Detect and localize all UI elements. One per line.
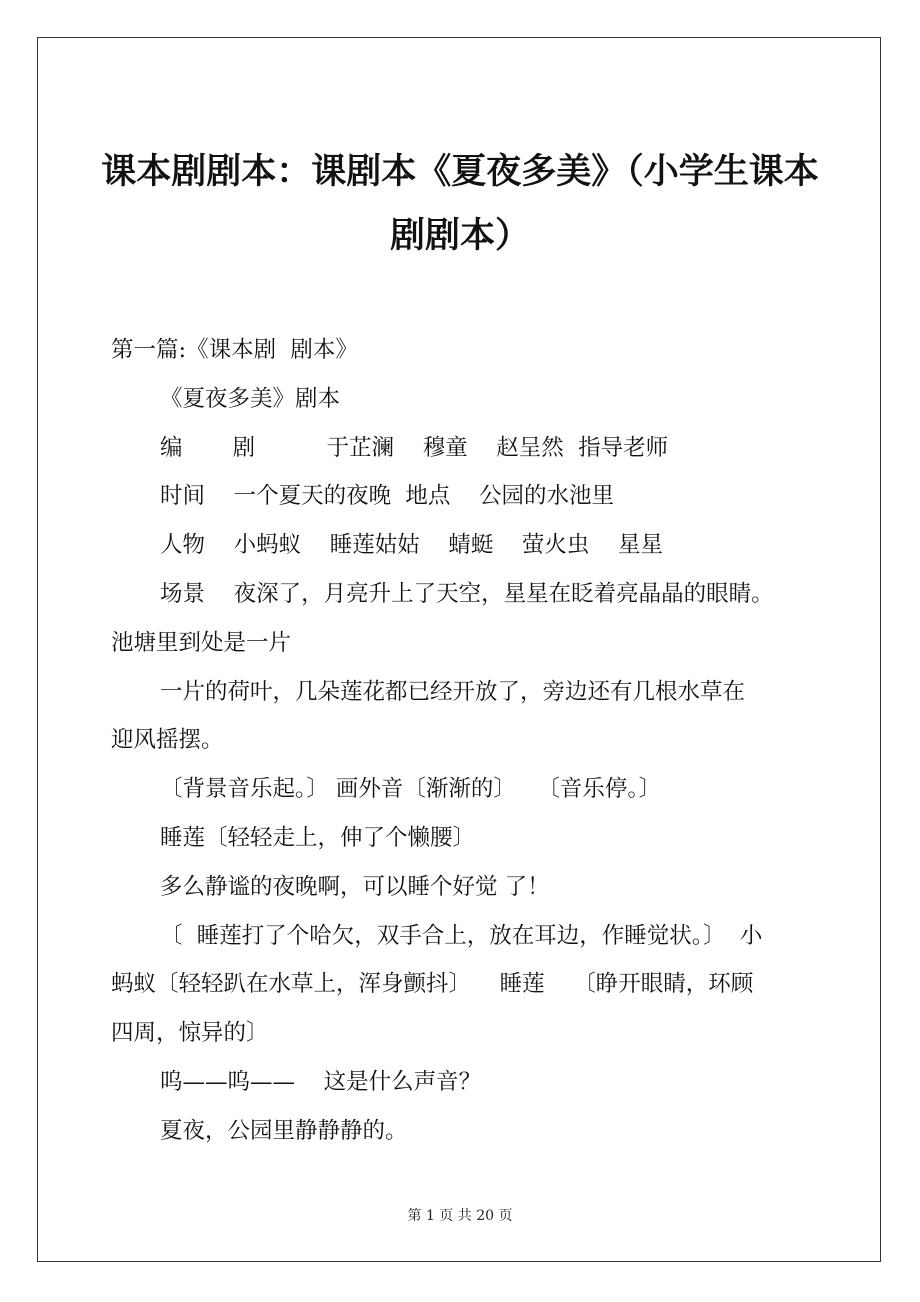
body-line: 〔 睡莲打了个哈欠，双手合上，放在耳边，作睡觉状。〕 小 [160, 922, 763, 949]
body-line: 多么静谧的夜晚啊，可以睡个好觉 了！ [160, 873, 550, 900]
title-line-2: 剧剧本） [389, 216, 530, 256]
body-line: 迎风摇摆。 [111, 727, 224, 754]
body-line: 人物 小蚂蚁 睡莲姑姑 蜻蜓 萤火虫 星星 [160, 532, 664, 559]
body-line: 第一篇:《课本剧 剧本》 [111, 337, 358, 363]
body-line: 四周，惊异的〕 [111, 1020, 269, 1047]
body-line: 一片的荷叶，几朵莲花都已经开放了，旁边还有几根水草在 [160, 678, 746, 705]
body-line: 蚂蚁〔轻轻趴在水草上，浑身颤抖〕 睡莲 〔睁开眼睛，环顾 [111, 971, 754, 998]
body-line: 时间 一个夏天的夜晚 地点 公园的水池里 [160, 483, 615, 510]
body-line: 〔背景音乐起。〕 画外音〔渐渐的〕 〔音乐停。〕 [160, 776, 662, 803]
document-title [100, 140, 820, 268]
document-body [111, 326, 811, 1156]
title-line-1: 课本剧剧本：课剧本《夏夜多美》（小学生课本 [101, 152, 819, 192]
body-line: 呜——呜—— 这是什么声音？ [160, 1068, 482, 1095]
body-line: 编 剧 于芷澜 穆童 赵呈然 指导老师 [160, 434, 669, 461]
body-line: 睡莲〔轻轻走上，伸了个懒腰〕 [160, 824, 476, 851]
body-line: 《夏夜多美》剧本 [160, 385, 341, 412]
body-line: 场景 夜深了，月亮升上了天空，星星在眨着亮晶晶的眼睛。 [160, 580, 774, 607]
page-footer: 第 1 页 共 20 页 [407, 1208, 513, 1224]
body-line: 池塘里到处是一片 [111, 629, 292, 656]
body-line: 夏夜，公园里静静静的。 [160, 1117, 408, 1144]
